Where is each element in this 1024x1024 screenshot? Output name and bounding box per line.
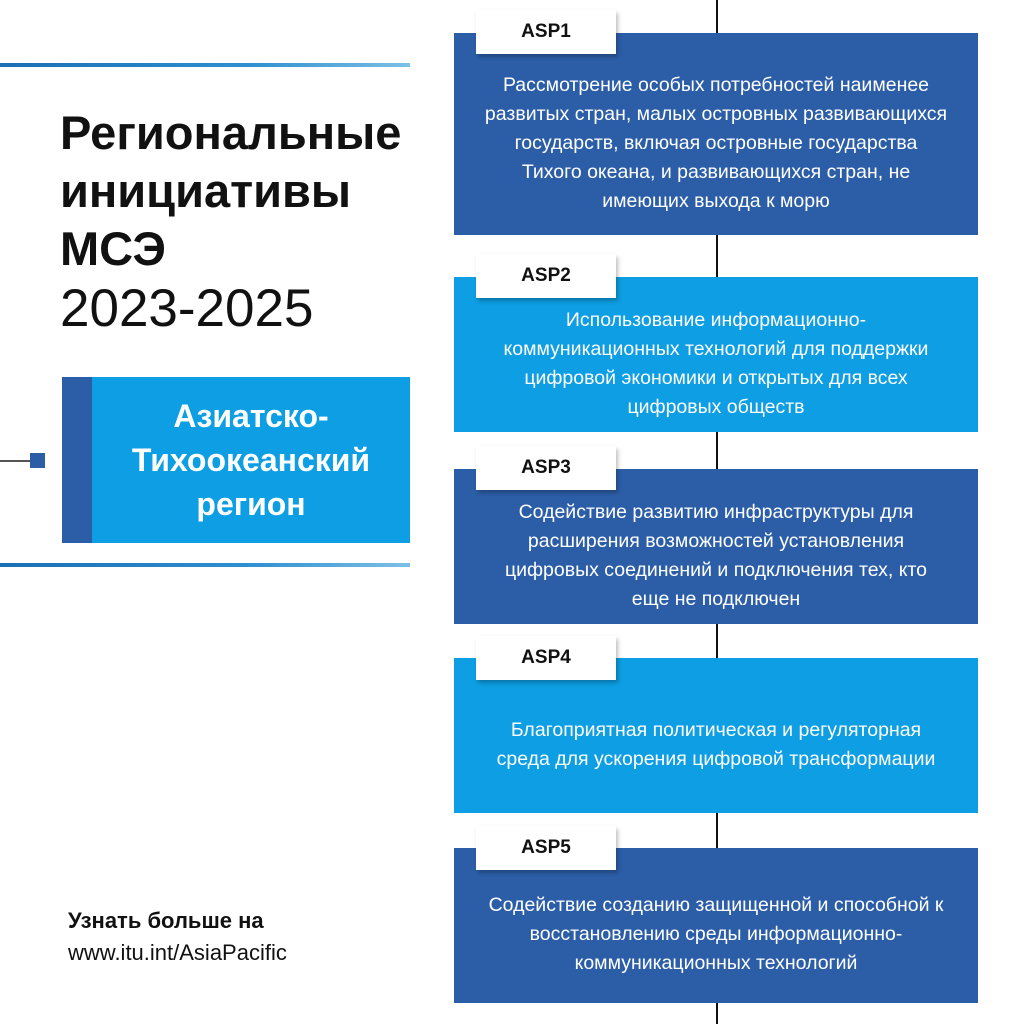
top-divider: [0, 63, 410, 67]
title-line-3: МСЭ: [60, 222, 166, 275]
initiative-tab-asp4: ASP4: [476, 636, 616, 680]
region-line-3: регион: [196, 486, 306, 522]
initiative-tab-asp5: ASP5: [476, 826, 616, 870]
learn-more-link[interactable]: www.itu.int/AsiaPacific: [68, 940, 287, 965]
title-years: 2023-2025: [60, 279, 314, 338]
page-title: [60, 104, 450, 340]
region-badge: [62, 377, 410, 543]
region-connector-square: [30, 453, 45, 468]
region-badge-label: [92, 377, 410, 543]
title-line-2: инициативы: [60, 164, 352, 217]
region-line-2: Тихоокеанский: [131, 442, 371, 478]
title-line-1: Региональные: [60, 106, 402, 159]
initiative-text: Содействие развитию инфраструктуры для расширения возможностей установления цифровых соединений и подключения тех, кто еще не подключен: [504, 500, 928, 610]
learn-more-label: Узнать больше на: [68, 908, 264, 933]
initiative-tab-asp3: ASP3: [476, 446, 616, 490]
initiative-card-asp5: [454, 848, 978, 1003]
initiative-text: Использование информационно-коммуникационных технологий для поддержки цифровой экономики и открытых для всех цифровых обществ: [503, 308, 929, 418]
initiative-tab-asp1: ASP1: [476, 10, 616, 54]
bottom-divider: [0, 563, 410, 567]
learn-more: [68, 905, 287, 969]
region-connector-line: [0, 460, 30, 462]
initiative-tab-asp2: ASP2: [476, 254, 616, 298]
initiative-card-asp1: [454, 33, 978, 235]
initiative-text: Рассмотрение особых потребностей наименее развитых стран, малых островных развивающихся государств, включая островные государства Тихого океана, и развивающихся стран, не имеющих выхода к морю: [484, 73, 948, 212]
region-badge-stripe: [62, 377, 92, 543]
initiative-card-asp2: [454, 277, 978, 432]
initiative-text: Содействие созданию защищенной и способной к восстановлению среды информационно-коммуникационных технологий: [488, 894, 944, 974]
initiative-text: Благоприятная политическая и регуляторная среда для ускорения цифровой трансформации: [496, 718, 936, 770]
initiative-card-asp3: [454, 469, 978, 624]
region-line-1: Азиатско-: [173, 398, 329, 434]
initiative-card-asp4: [454, 658, 978, 813]
